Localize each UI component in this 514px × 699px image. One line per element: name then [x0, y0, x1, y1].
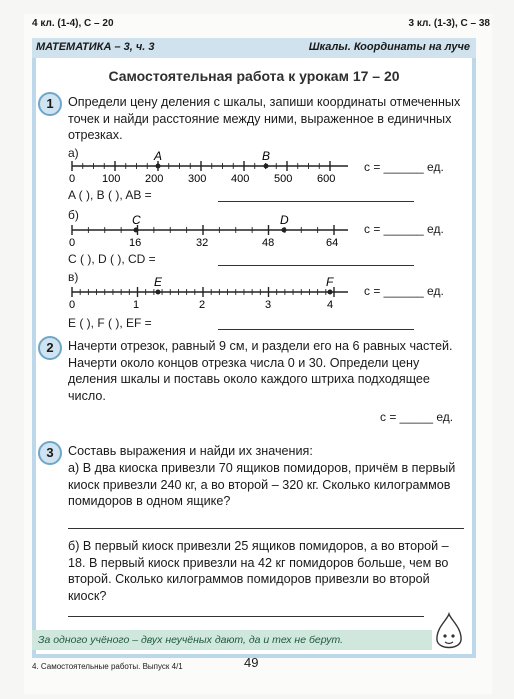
tick-b-4: 64 — [326, 237, 339, 249]
task3-b-answer-line — [68, 616, 424, 617]
point-e-name: E — [154, 276, 163, 289]
header-right: 3 кл. (1-3), С – 38 — [408, 18, 490, 29]
tick-a-1: 100 — [102, 173, 121, 185]
tick-a-6: 600 — [317, 173, 336, 185]
tick-b-2: 32 — [196, 237, 209, 249]
scale-c-answer-line — [218, 329, 414, 330]
tick-a-4: 400 — [231, 173, 250, 185]
point-c-marker — [134, 228, 139, 233]
tick-c-1: 1 — [133, 299, 140, 311]
publication-info: 4. Самостоятельные работы. Выпуск 4/1 — [32, 662, 183, 671]
point-a-marker — [156, 164, 161, 169]
tick-c-3: 3 — [265, 299, 272, 311]
point-f-marker — [328, 290, 333, 295]
topic-label: Шкалы. Координаты на луче — [308, 41, 470, 53]
task-number-2: 2 — [38, 336, 62, 360]
header-left: 4 кл. (1-4), С – 20 — [32, 18, 114, 29]
task-number-1: 1 — [38, 92, 62, 116]
task3-a-text: а) В два киоска привезли 70 ящиков помидоров, причём в первый киоск привезли 240 кг, а во второй – 320 кг. Сколько килограммов помидоров в одном ящике? — [68, 461, 456, 508]
scale-b — [68, 214, 358, 250]
tick-b-1: 16 — [129, 237, 142, 249]
task2-price: c = _____ ед. — [380, 410, 454, 424]
tick-a-2: 200 — [145, 173, 164, 185]
point-c-name: C — [132, 214, 141, 227]
proverb-band — [32, 630, 432, 650]
scale-b-label: б) — [68, 208, 79, 222]
proverb-text: За одного учёного – двух неучёных дают, да и тех не берут. — [38, 634, 343, 646]
onion-mascot-icon — [430, 610, 468, 654]
scale-a — [68, 150, 358, 186]
scale-a-label: а) — [68, 146, 79, 160]
scale-b-answer-line — [218, 265, 414, 266]
scale-c-label: в) — [68, 270, 79, 284]
point-d-name: D — [280, 214, 289, 227]
point-b-marker — [264, 164, 269, 169]
subject-band — [32, 38, 476, 58]
scale-b-price: c = ______ ед. — [364, 222, 444, 236]
tick-c-0: 0 — [69, 299, 76, 311]
tick-a-5: 500 — [274, 173, 293, 185]
task1-text: Определи цену деления c шкалы, запиши координаты отмеченных точек и найди расстояние между ними, выраженное в единичных отрезках. — [68, 95, 461, 142]
point-e-marker — [156, 290, 161, 295]
point-b-name: B — [262, 150, 271, 163]
tick-b-0: 0 — [69, 237, 76, 249]
scale-c-price: c = ______ ед. — [364, 284, 444, 298]
point-f-name: F — [326, 276, 334, 289]
task-number-3: 3 — [38, 441, 62, 465]
task3-intro: Составь выражения и найди их значения: — [68, 444, 313, 458]
tick-b-3: 48 — [262, 237, 275, 249]
tick-a-3: 300 — [188, 173, 207, 185]
point-a-name: A — [154, 150, 163, 163]
tick-c-4: 4 — [327, 299, 334, 311]
worksheet-title: Самостоятельная работа к урокам 17 – 20 — [108, 68, 400, 84]
page-number: 49 — [244, 655, 259, 670]
task2-text: Начерти отрезок, равный 9 см, и раздели его на 6 равных частей. Начерти около концов отрезка числа 0 и 30. Определи цену деления шкалы и поставь около каждого штриха подходящее число. — [68, 339, 453, 403]
tick-a-0: 0 — [69, 173, 76, 185]
point-d-marker — [282, 228, 287, 233]
scale-c-answer: E ( ), F ( ), EF = — [68, 316, 152, 330]
scale-a-answer-line — [218, 201, 414, 202]
task3-a-answer-line — [68, 528, 464, 529]
scale-b-answer: C ( ), D ( ), CD = — [68, 252, 156, 266]
scale-c — [68, 276, 358, 312]
tick-c-2: 2 — [199, 299, 206, 311]
scale-a-answer: A ( ), B ( ), AB = — [68, 188, 152, 202]
scale-a-price: c = ______ ед. — [364, 160, 444, 174]
subject-label: МАТЕМАТИКА – 3, ч. 3 — [36, 41, 155, 53]
task3-b-text: б) В первый киоск привезли 25 ящиков помидоров, а во второй – 18. В первый киоск привезли на 42 кг помидоров больше, чем во второй. Сколько килограммов помидоров привезли во второй киоск? — [68, 539, 449, 603]
